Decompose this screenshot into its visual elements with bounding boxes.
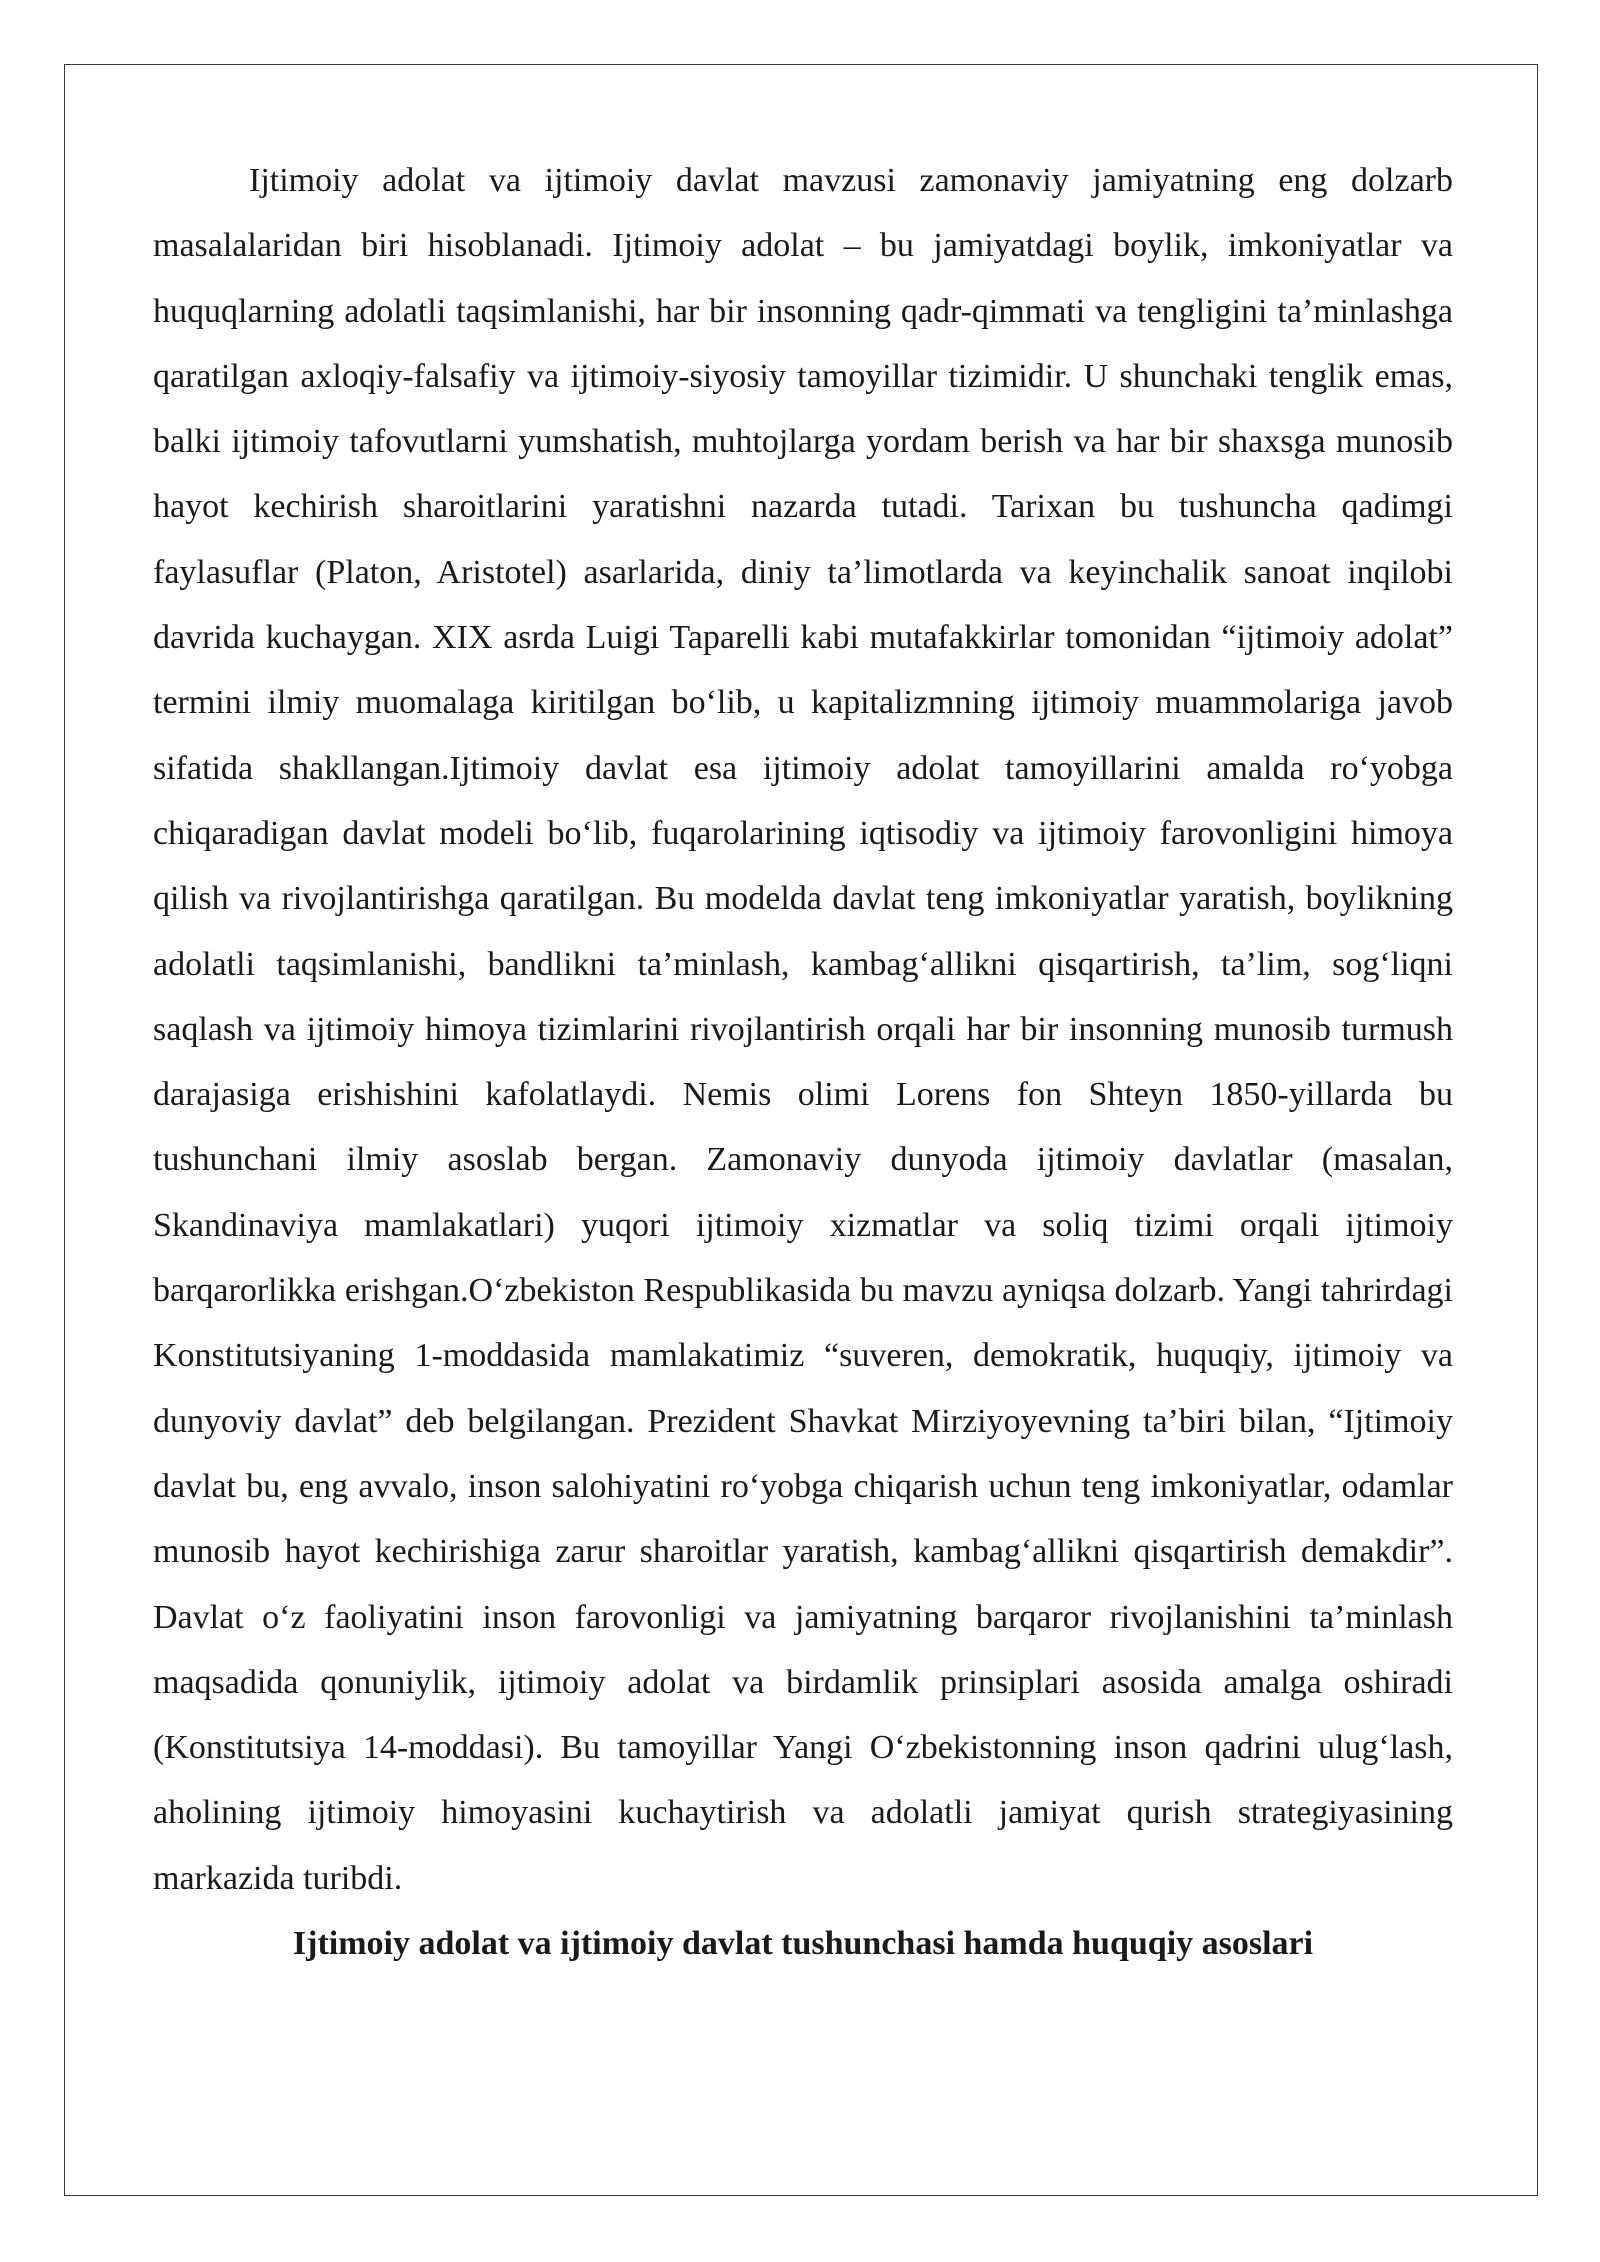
body-paragraph: Ijtimoiy adolat va ijtimoiy davlat mavzusi zamonaviy jamiyatning eng dolzarb masalalaridan biri hisoblanadi. Ijtimoiy adolat – bu jamiyatdagi boylik, imkoniyatlar va huquqlarning adolatli taqsimlanishi, har bir insonning qadr-qimmati va tengligini ta’minlashga qaratilgan axloqiy-falsafiy va ijtimoiy-siyosiy tamoyillar tizimidir. U shunchaki tenglik emas, balki ijtimoiy tafovutlarni yumshatish, muhtojlarga yordam berish va har bir shaxsga munosib hayot kechirish sharoitlarini yaratishni nazarda tutadi. Tarixan bu tushuncha qadimgi faylasuflar (Platon, Aristotel) asarlarida, diniy ta’limotlarda va keyinchalik sanoat inqilobi davrida kuchaygan. XIX asrda Luigi Taparelli kabi mutafakkirlar tomonidan “ijtimoiy adolat” termini ilmiy muomalaga kiritilgan bo‘lib, u kapitalizmning ijtimoiy muammolariga javob sifatida shakllangan.Ijtimoiy davlat esa ijtimoiy adolat tamoyillarini amalda ro‘yobga chiqaradigan davlat modeli bo‘lib, fuqarolarining iqtisodiy va ijtimoiy farovonligini himoya qilish va rivojlantirishga qaratilgan. Bu modelda davlat teng imkoniyatlar yaratish, boylikning adolatli taqsimlanishi, bandlikni ta’minlash, kambag‘allikni qisqartirish, ta’lim, sog‘liqni saqlash va ijtimoiy himoya tizimlarini rivojlantirish orqali har bir insonning munosib turmush darajasiga erishishini kafolatlaydi. Nemis olimi Lorens fon Shteyn 1850-yillarda bu tushunchani ilmiy asoslab bergan. Zamonaviy dunyoda ijtimoiy davlatlar (masalan, Skandinaviya mamlakatlari) yuqori ijtimoiy xizmatlar va soliq tizimi orqali ijtimoiy barqarorlikka erishgan.O‘zbekiston Respublikasida bu mavzu ayniqsa dolzarb. Yangi tahrirdagi Konstitutsiyaning 1-moddasida mamlakatimiz “suveren, demokratik, huquqiy, ijtimoiy va dunyoviy davlat” deb belgilangan. Prezident Shavkat Mirziyoyevning ta’biri bilan, “Ijtimoiy davlat bu, eng avvalo, inson salohiyatini ro‘yobga chiqarish uchun teng imkoniyatlar, odamlar munosib hayot kechirishiga zarur sharoitlar yaratish, kambag‘allikni qisqartirish demakdir”. Davlat o‘z faoliyatini inson farovonligi va jamiyatning barqaror rivojlanishini ta’minlash maqsadida qonuniylik, ijtimoiy adolat va birdamlik prinsiplari asosida amalga oshiradi (Konstitutsiya 14-moddasi). Bu tamoyillar Yangi O‘zbekistonning inson qadrini ulug‘lash, aholining ijtimoiy himoyasini kuchaytirish va adolatli jamiyat qurish strategiyasining markazida turibdi.: [153, 162, 1453, 1897]
page-content: [153, 148, 1453, 1976]
section-heading: Ijtimoiy adolat va ijtimoiy davlat tushunchasi hamda huquqiy asoslari: [292, 1925, 1314, 1963]
